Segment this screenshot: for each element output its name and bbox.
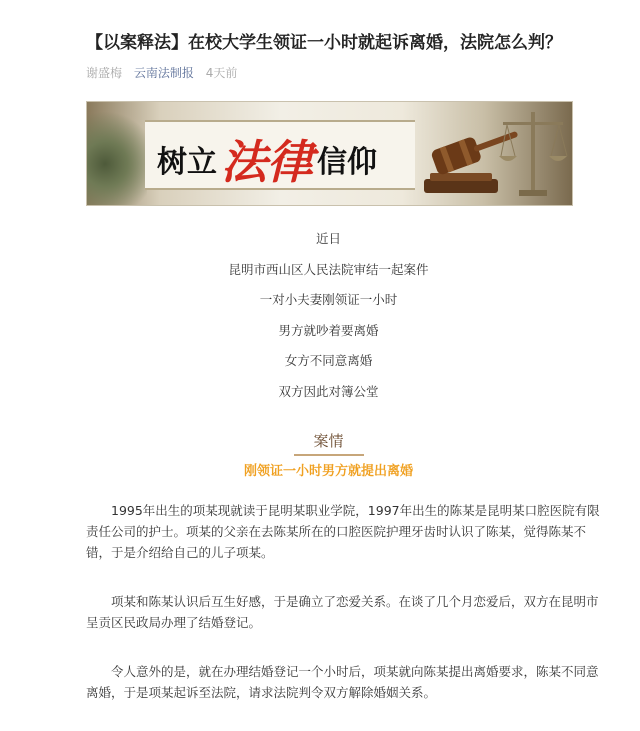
section-title: 案情 [313, 432, 344, 450]
intro-line: 昆明市西山区人民法院审结一起案件 [228, 261, 429, 277]
article-meta [86, 64, 245, 82]
article-title: 【以案释法】在校大学生领证一小时就起诉离婚，法院怎么判？ [86, 33, 562, 53]
intro-line: 近日 [315, 231, 341, 246]
body-paragraph: 令人意外的是，就在办理结婚登记一个小时后，项某就向陈某提出离婚要求，陈某不同意离婚，于是项某起诉至法院，请求法院判令双方解除婚姻关系。 [86, 664, 599, 700]
article-body [86, 500, 606, 731]
intro-line: 双方因此对簿公堂 [278, 383, 379, 399]
slogan-part-2: 法律 [221, 135, 313, 189]
intro-lines [86, 228, 571, 411]
source-link[interactable]: 云南法制报 [133, 66, 194, 80]
scale-of-justice-icon [497, 106, 569, 202]
slogan-part-1: 树立 [157, 145, 217, 180]
section-underline [294, 454, 364, 456]
body-paragraph: 1995年出生的项某现就读于昆明某职业学院，1997年出生的陈某是昆明某口腔医院有限责任公司的护士。项某的父亲在去陈某所在的口腔医院护理牙齿时认识了陈某，觉得陈某不错，于是介绍给自己的儿子项某。 [86, 503, 600, 560]
intro-line: 女方不同意离婚 [284, 353, 373, 368]
publish-time: 4天前 [205, 66, 238, 80]
intro-line: 一对小夫妻刚领证一小时 [259, 292, 398, 307]
intro-line: 男方就吵着要离婚 [278, 322, 379, 338]
body-paragraph: 项某和陈某认识后互生好感，于是确立了恋爱关系。在谈了几个月恋爱后，双方在昆明市呈贡区民政局办理了结婚登记。 [86, 594, 599, 630]
banner-image [86, 101, 573, 206]
slogan-part-3: 信仰 [317, 145, 377, 180]
banner-leaf-decoration [87, 102, 147, 205]
section-header [86, 430, 571, 482]
author-name: 谢盛梅 [86, 66, 123, 80]
section-subtitle: 刚领证一小时男方就提出离婚 [243, 464, 413, 479]
banner-slogan [157, 126, 377, 189]
